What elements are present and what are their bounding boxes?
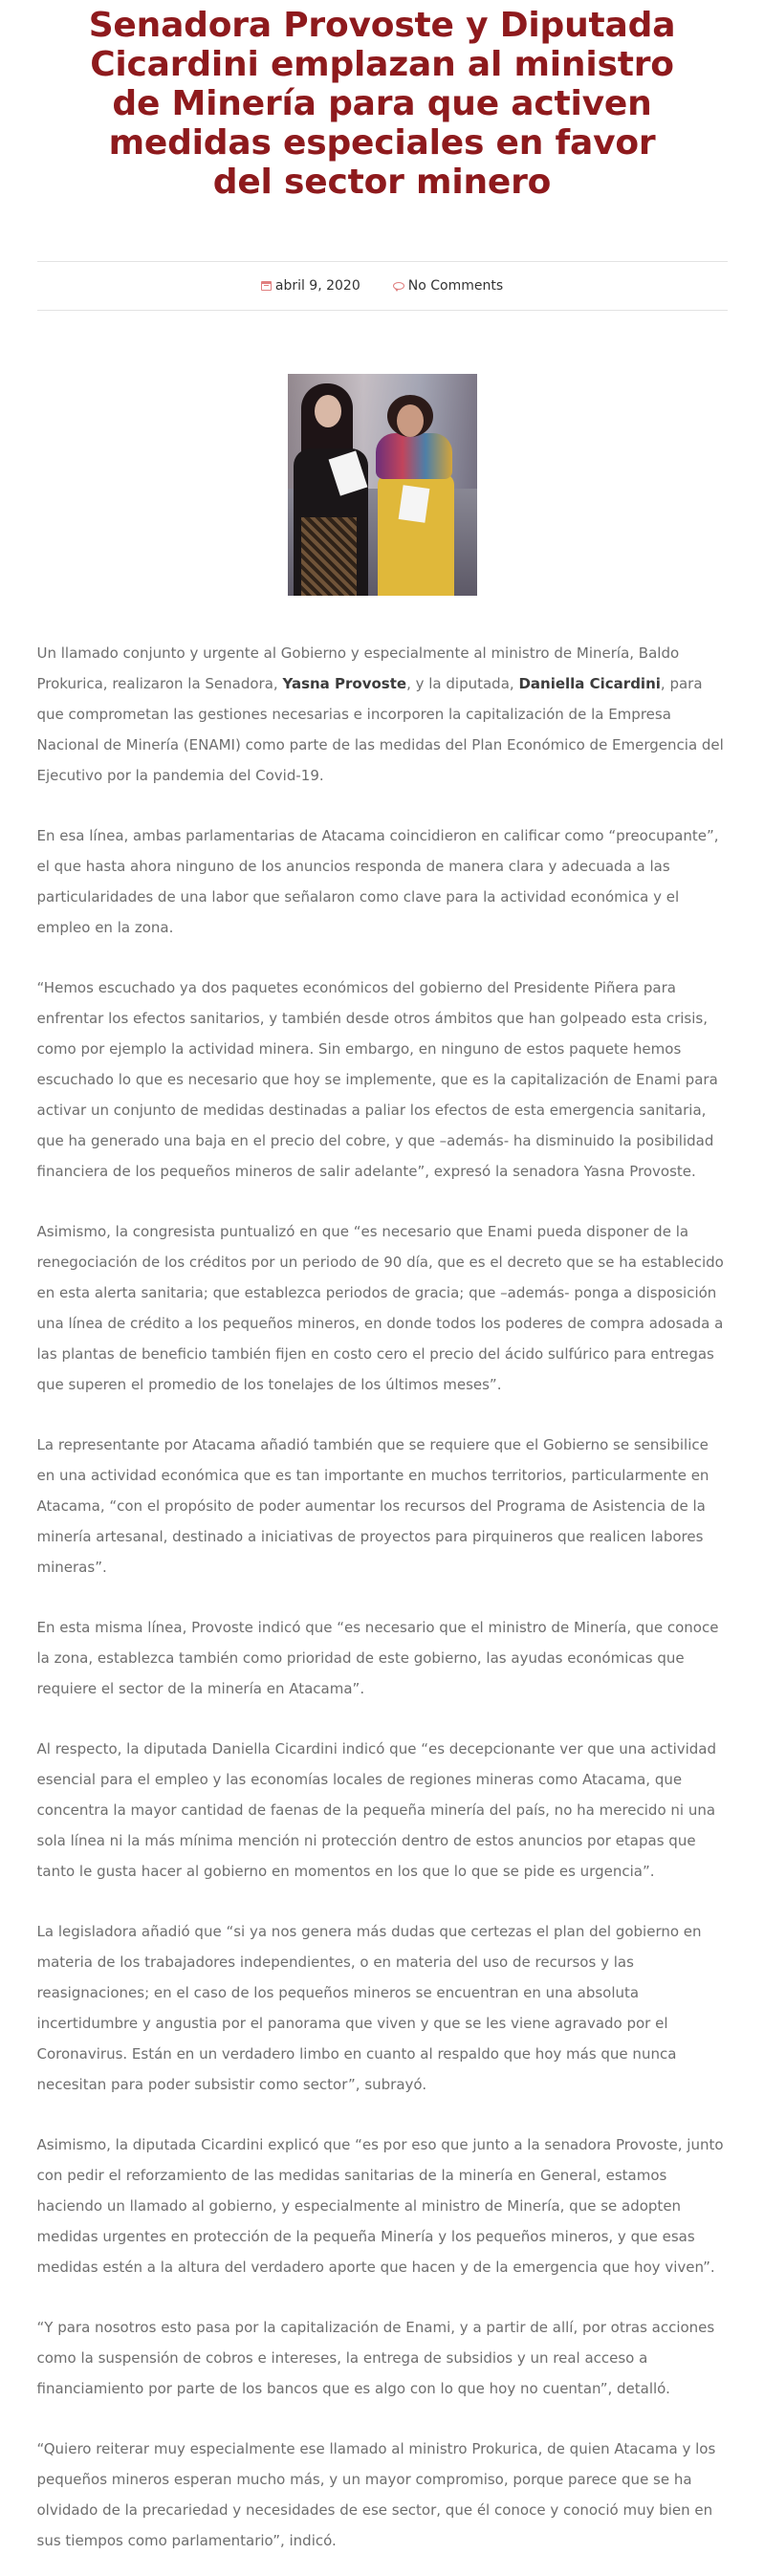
article-paragraph: En esa línea, ambas parlamentarias de Atacama coincidieron en calificar como “preocupante”, el que hasta ahora ninguno de los anuncios responda de manera clara y adecuada a las particularidades de una labor que señalaron como clave para la actividad económica y el empleo en la zona.	[36, 827, 719, 936]
article-paragraph: Un llamado conjunto y urgente al Gobierno y especialmente al ministro de Minería, Baldo Prokurica, realizaron la Senadora, Yasna Provoste, y la diputada, Daniella Cicardini, para que comprometan las gestiones necesarias e incorporen la capitalización de la Empresa Nacional de Minería (ENAMI) como parte de las medidas del Plan Económico de Emergencia del Ejecutivo por la pandemia del Covid-19.	[36, 644, 724, 784]
post-date[interactable]	[261, 278, 360, 294]
calendar-icon	[261, 281, 272, 291]
featured-photo	[288, 374, 477, 596]
name-yasna-provoste: Yasna Provoste	[282, 675, 407, 692]
article-paragraph: “Hemos escuchado ya dos paquetes económicos del gobierno del Presidente Piñera para enfrentar los efectos sanitarios, y también desde otros ámbitos que han golpeado esta crisis, como por ejemplo la actividad minera. Sin embargo, en ninguno de estos paquete hemos escuchado lo que es necesario que hoy se implemente, que es la capitalización de Enami para activar un conjunto de medidas destinadas a paliar los efectos de esta emergencia sanitaria, que ha generado una baja en el precio del cobre, y que –además- ha disminuido la posibilidad financiera de los pequeños mineros de salir adelante”, expresó la senadora Yasna Provoste.	[36, 979, 718, 1180]
post-comments[interactable]	[393, 278, 503, 294]
post-meta	[37, 261, 728, 311]
article-paragraph: Asimismo, la congresista puntualizó en que “es necesario que Enami pueda disponer de la renegociación de los créditos por un periodo de 90 día, que es el decreto que se ha establecido en esta alerta sanitaria; que establezca periodos de gracia; que –además- ponga a disposición una línea de crédito a los pequeños mineros, en donde todos los poderes de compra adosada a las plantas de beneficio también fijen en costo cero el precio del ácido sulfúrico para entregas que superen el promedio de los tonelajes de los últimos meses”.	[36, 1223, 724, 1393]
post-container	[37, 0, 728, 2556]
article-paragraph: En esta misma línea, Provoste indicó que “es necesario que el ministro de Minería, que conoce la zona, establezca también como prioridad de este gobierno, las ayudas económicas que requiere el sector de la minería en Atacama”.	[36, 1619, 719, 1697]
name-daniella-cicardini: Daniella Cicardini	[518, 675, 661, 692]
article-paragraph: “Quiero reiterar muy especialmente ese llamado al ministro Prokurica, de quien Atacama y los pequeños mineros esperan mucho más, y un mayor compromiso, porque parece que se ha olvidado de la precariedad y necesidades de ese sector, que él conoce y conoció muy bien en sus tiempos como parlamentario”, indicó.	[36, 2440, 716, 2549]
post-title: Senadora Provoste y Diputada Cicardini emplazan al ministro de Minería para que activen medidas especiales en favor del sector minero	[88, 6, 676, 202]
article-body	[37, 638, 728, 2556]
article-paragraph: Asimismo, la diputada Cicardini explicó que “es por eso que junto a la senadora Provoste, junto con pedir el reforzamiento de las medidas sanitarias de la minería en General, estamos haciendo un llamado al gobierno, y especialmente al ministro de Minería, que se adopten medidas urgentes en protección de la pequeña Minería y los pequeños mineros, y que esas medidas estén a la altura del verdadero aporte que hacen y de la emergencia que hoy viven”.	[36, 2136, 724, 2276]
article-paragraph: La legisladora añadió que “si ya nos genera más dudas que certezas el plan del gobierno en materia de los trabajadores independientes, o en materia del uso de recursos y las reasignaciones; en el caso de los pequeños mineros se encuentran en una absoluta incertidumbre y angustia por el panorama que viven y que se les viene agravado por el Coronavirus. Están en un verdadero limbo en cuanto al respaldo que hoy más que nunca necesitan para poder subsistir como sector”, subrayó.	[36, 1923, 702, 2093]
article-paragraph: Al respecto, la diputada Daniella Cicardini indicó que “es decepcionante ver que una actividad esencial para el empleo y las economías locales de regiones mineras como Atacama, que concentra la mayor cantidad de faenas de la pequeña minería del país, no ha merecido ni una sola línea ni la más mínima mención ni protección dentro de estos anuncios por etapas que tanto le gusta hacer al gobierno en momentos en los que lo que se pide es urgencia”.	[36, 1740, 717, 1880]
post-date-text[interactable]: abril 9, 2020	[274, 278, 360, 294]
article-paragraph: “Y para nosotros esto pasa por la capitalización de Enami, y a partir de allí, por otras acciones como la suspensión de cobros e intereses, la entrega de subsidios y un real acceso a financiamiento por parte de los bancos que es algo con lo que hoy no cuentan”, detalló.	[36, 2319, 715, 2397]
comment-bubble-icon	[393, 282, 404, 290]
article-paragraph: La representante por Atacama añadió también que se requiere que el Gobierno se sensibilice en una actividad económica que es tan importante en muchos territorios, particularmente en Atacama, “con el propósito de poder aumentar los recursos del Programa de Asistencia de la minería artesanal, destinado a iniciativas de proyectos para pirquineros que realicen labores mineras”.	[36, 1436, 709, 1576]
post-comments-link[interactable]: No Comments	[407, 278, 504, 294]
